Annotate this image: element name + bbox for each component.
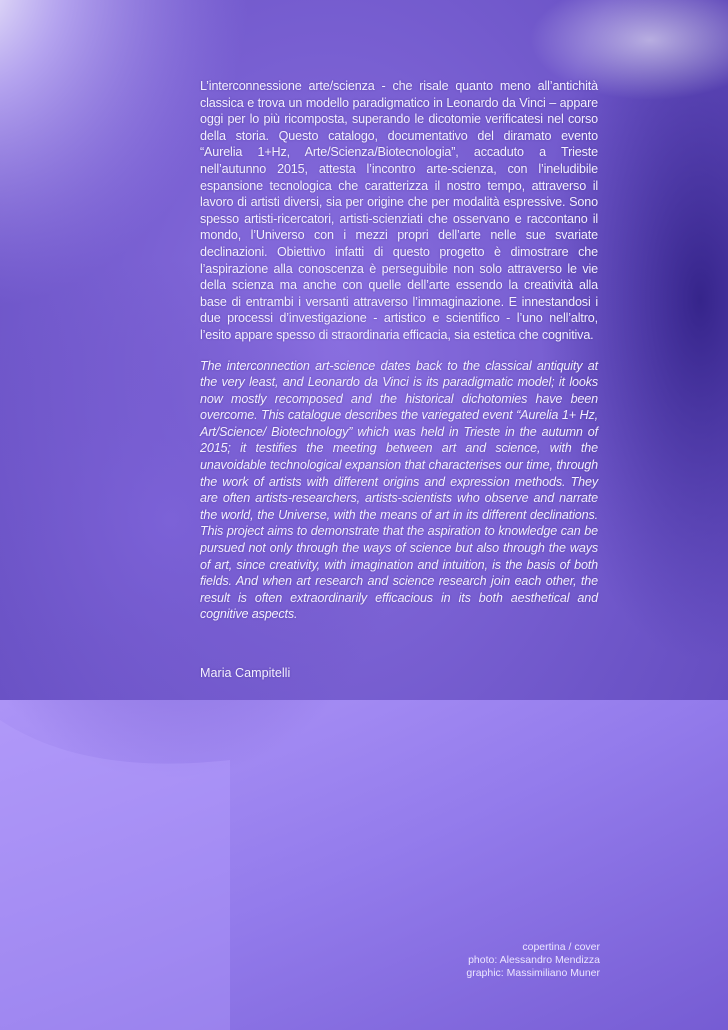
text-column <box>200 78 598 681</box>
credit-graphic: graphic: Massimiliano Muner <box>466 967 600 979</box>
author-name: Maria Campitelli <box>200 666 291 680</box>
italian-paragraph: L’interconnessione arte/scienza - che risale quanto meno all’antichità classica e trova un modello paradigmatico in Leonardo da Vinci – appare oggi per lo più ricomposta, superando le dicotomie verificatesi nel corso della storia. Questo catalogo, documentativo del diramato evento “Aurelia 1+Hz, Arte/Scienza/Biotecnologia”, accaduto a Trieste nell’autunno 2015, attesta l’incontro arte-scienza, con l’ineludibile espansione tecnologica che caratterizza il nostro tempo, attraverso il lavoro di artisti diversi, sia per origine che per modalità espressive. Sono spesso artisti-ricercatori, artisti-scienziati che osservano e raccontano il mondo, l’Universo con i mezzi propri dell’arte nelle sue svariate declinazioni. Obiettivo infatti di questo progetto è dimostrare che l’aspirazione alla conoscenza è perseguibile non solo attraverso le vie della scienza ma anche con quelle dell’arte essendo la creatività alla base di entrambi i versanti attraverso l’immaginazione. E innestandosi i due processi d’investigazione - artistico e scientifico - l’uno nell’altro, l’esito appare spesso di straordinaria efficacia, sia estetica che cognitiva. <box>200 79 598 342</box>
credit-cover: copertina / cover <box>522 941 600 953</box>
english-paragraph: The interconnection art-science dates back to the classical antiquity at the very least, and Leonardo da Vinci is its paradigmatic model; it looks now mostly recomposed and the historical dichotomies have been overcome. This catalogue describes the variegated event “Aurelia 1+ Hz, Art/Science/ Biotechnology” which was held in Trieste in the autumn of 2015; it testifies the meeting between art and science, with the unavoidable technological expansion that characterises our time, through the work of artists with different origins and expression methods. They are often artists-researchers, artists-scientists who observe and narrate the world, the Universe, with the means of art in its different declinations. This project aims to demonstrate that the aspiration to knowledge can be pursued not only through the ways of science but also through the ways of art, since creativity, with imagination and intuition, is the basis of both fields. And when art research and science research join each other, the result is often extraordinarily efficacious in its both aesthetical and cognitive aspects. <box>200 358 598 622</box>
credits-block <box>300 941 600 980</box>
credit-photo: photo: Alessandro Mendizza <box>468 954 600 966</box>
